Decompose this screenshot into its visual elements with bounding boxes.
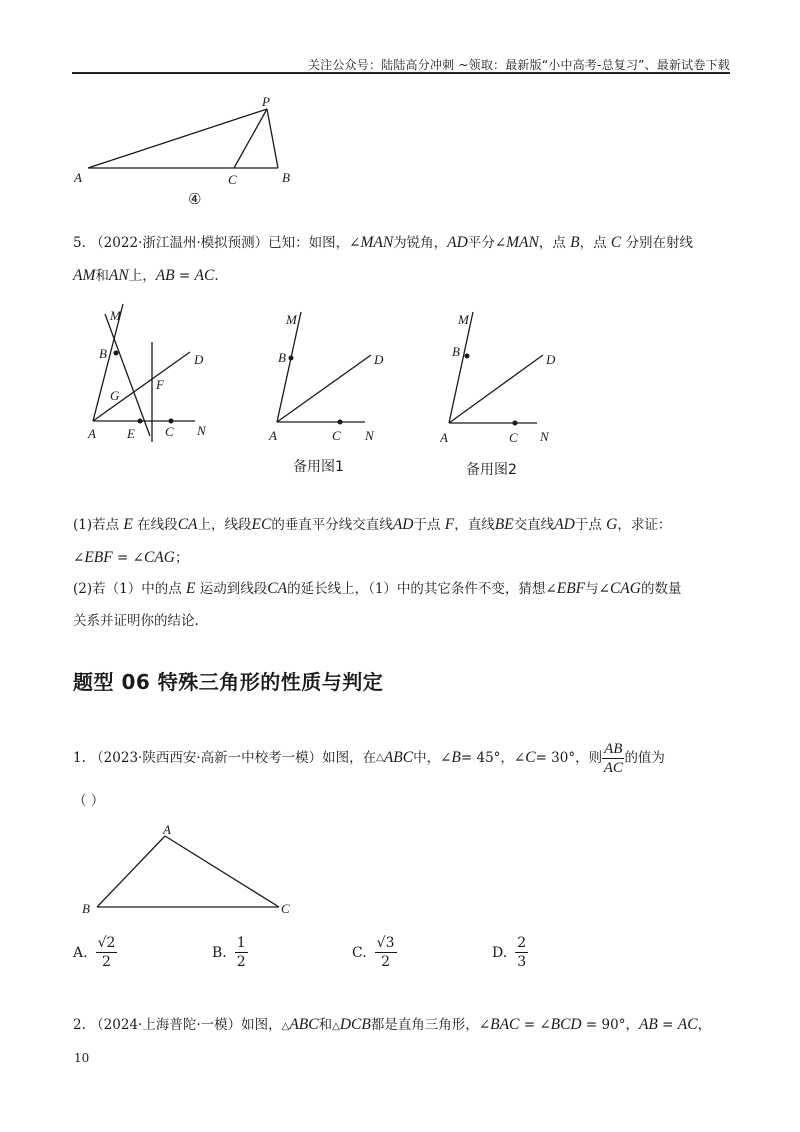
math-ab: AB — [638, 1016, 658, 1033]
ray-ad — [449, 355, 543, 423]
text: 的延长线上，（1）中的其它条件不变，猜想 — [287, 581, 546, 597]
angle-symbol: ∠ — [513, 750, 526, 766]
math-ebf: EBF — [84, 549, 113, 566]
option-fraction — [375, 934, 397, 971]
triangle-symbol: △ — [332, 1021, 340, 1032]
page-header: 关注公众号：陆陆高分冲刺 ~领取：最新版“小中高考-总复习”、最新试卷下载 — [307, 58, 730, 72]
option-letter: D. — [492, 944, 508, 961]
segment-ba — [97, 836, 165, 907]
label-n: N — [197, 423, 206, 438]
text: 交直线 — [513, 517, 555, 533]
text: 于点 — [574, 517, 607, 533]
label-d: D — [374, 352, 384, 367]
label-d: D — [546, 352, 556, 367]
math-c: C — [610, 234, 622, 251]
math-bcd: BCD — [550, 1016, 582, 1033]
text: ，点 — [579, 235, 611, 251]
text: 为锐角， — [393, 235, 448, 251]
point-c — [513, 421, 518, 426]
math-an: AN — [108, 267, 129, 284]
math-am: AM — [73, 267, 96, 284]
spare-figure-1-caption: 备用图1 — [293, 459, 344, 475]
label-n: N — [540, 429, 549, 444]
text: 和 — [318, 1017, 333, 1033]
math-ca: CA — [177, 516, 198, 533]
text: = — [112, 550, 133, 566]
fraction-denominator: AC — [603, 759, 623, 776]
label-f: F — [156, 377, 164, 392]
angle-symbol: ∠ — [598, 581, 610, 597]
text: = — [519, 1017, 540, 1033]
triangle-symbol: △ — [376, 752, 384, 763]
text: = 45°， — [460, 750, 514, 766]
label-a: A — [88, 426, 96, 441]
angle-symbol: ∠ — [494, 235, 507, 251]
text: = 30°，则 — [535, 750, 603, 766]
label-m: M — [286, 312, 297, 327]
option-c[interactable] — [352, 934, 397, 971]
q5-part1-line2 — [73, 547, 188, 569]
option-fraction — [96, 934, 118, 971]
fraction-numerator: √3 — [376, 935, 395, 951]
math-ca: CA — [267, 580, 288, 597]
label-a: A — [440, 430, 448, 445]
label-a: A — [269, 428, 277, 443]
segment-bp — [267, 109, 278, 168]
label-m: M — [110, 308, 121, 323]
label-b: B — [278, 350, 286, 365]
option-a[interactable] — [73, 934, 117, 971]
option-letter: C. — [352, 944, 367, 961]
spare-figure-2-caption: 备用图2 — [466, 462, 517, 478]
label-n: N — [365, 428, 374, 443]
point-b — [289, 356, 294, 361]
math-g: G — [606, 516, 618, 533]
triangle-symbol: △ — [281, 1021, 290, 1032]
math-ac: AC — [677, 1016, 698, 1033]
angle-symbol: ∠ — [73, 550, 85, 566]
point-e — [138, 419, 143, 424]
q1-triangle-figure — [78, 822, 298, 920]
point-b — [465, 354, 470, 359]
math-cag: CAG — [143, 549, 175, 566]
text: 分别在射线 — [621, 235, 694, 251]
figure-4-caption: ④ — [188, 190, 202, 208]
q5-part1-line1 — [73, 514, 671, 536]
text: 于点 — [413, 517, 445, 533]
fraction-denominator: 3 — [517, 954, 527, 970]
label-c: C — [281, 901, 290, 916]
fraction-numerator: 2 — [517, 935, 527, 951]
angle-symbol: ∠ — [349, 235, 361, 251]
text: 在线段 — [132, 517, 178, 533]
text: (1)若点 — [73, 517, 124, 533]
text: = — [657, 1017, 678, 1033]
label-b: B — [82, 901, 90, 916]
spare-figure-1 — [268, 302, 398, 452]
point-c — [338, 420, 343, 425]
text: 与 — [585, 581, 599, 597]
q5-part2-line1 — [73, 578, 681, 600]
math-ad: AD — [392, 516, 414, 533]
line-be — [105, 314, 150, 436]
text: 都是直角三角形， — [370, 1017, 479, 1033]
math-be: BE — [494, 516, 514, 533]
math-e: E — [186, 580, 196, 597]
math-ec: EC — [251, 516, 272, 533]
math-cag: CAG — [609, 580, 641, 597]
point-c — [169, 419, 174, 424]
q5-prefix: 5. （2022·浙江温州·模拟预测）已知：如图， — [73, 235, 350, 251]
label-d: D — [194, 352, 204, 367]
angle-symbol: ∠ — [478, 1017, 491, 1033]
label-g: G — [110, 388, 120, 403]
fraction-denominator: 2 — [236, 954, 246, 970]
text: 1. （2023·陕西西安·高新一中校考一模）如图，在 — [73, 750, 377, 766]
math-b: B — [570, 234, 580, 251]
math-dcb: DCB — [339, 1016, 371, 1033]
label-a: A — [163, 822, 171, 837]
math-ad: AD — [447, 234, 468, 251]
label-e: E — [127, 426, 135, 441]
text: ， — [697, 1017, 712, 1033]
q5-part2-line2: 关系并证明你的结论. — [73, 613, 199, 629]
header-rule — [72, 72, 730, 74]
ray-ad — [277, 355, 371, 422]
segment-ap — [88, 109, 267, 168]
math-man: MAN — [506, 234, 539, 251]
math-bac: BAC — [490, 1016, 520, 1033]
text: ，求证： — [617, 517, 672, 533]
spare-figure-2 — [440, 302, 570, 452]
label-b: B — [99, 346, 107, 361]
option-letter: B. — [212, 944, 227, 961]
math-e: E — [123, 516, 133, 533]
angle-symbol: ∠ — [132, 550, 144, 566]
math-ebf: EBF — [556, 580, 586, 597]
text: ，直线 — [454, 517, 495, 533]
label-c: C — [228, 172, 237, 187]
math-ac: AC — [194, 267, 215, 284]
q1-answer-paren: （ ） — [73, 793, 105, 809]
fraction-denominator: 2 — [102, 954, 111, 970]
math-abc: ABC — [383, 749, 414, 766]
option-fraction — [515, 934, 528, 971]
angle-symbol: ∠ — [545, 581, 557, 597]
fraction-denominator: 2 — [381, 954, 391, 970]
label-b: B — [452, 344, 460, 359]
label-m: M — [458, 312, 469, 327]
segment-ac — [165, 836, 279, 907]
fraction-ab-over-ac — [602, 740, 624, 777]
ray-am — [449, 312, 473, 423]
math-man: MAN — [360, 234, 394, 251]
text: 上，线段 — [197, 517, 252, 533]
option-b[interactable] — [212, 934, 248, 971]
angle-symbol: ∠ — [440, 750, 452, 766]
math-f: F — [444, 516, 455, 533]
q5-line1 — [73, 232, 693, 254]
text: 2. （2024·上海普陀·一模）如图， — [73, 1017, 282, 1033]
text: ； — [174, 550, 189, 566]
label-p: P — [262, 94, 270, 109]
text: . — [214, 268, 219, 284]
text: 中， — [413, 750, 441, 766]
math-ad: AD — [554, 516, 575, 533]
q2-line1 — [73, 1014, 711, 1038]
text: 平分 — [467, 235, 495, 251]
option-fraction — [235, 934, 248, 971]
fraction-numerator: AB — [604, 740, 623, 757]
math-b: B — [451, 749, 461, 766]
text: 的垂直平分线交直线 — [271, 517, 393, 533]
math-ab: AB — [155, 267, 175, 284]
text: ，点 — [538, 235, 571, 251]
label-c: C — [509, 430, 518, 445]
point-b — [114, 351, 119, 356]
text: 运动到线段 — [195, 581, 268, 597]
math-c: C — [525, 749, 536, 766]
label-a: A — [74, 170, 82, 185]
page-number: 10 — [74, 1051, 90, 1065]
q1-line1 — [73, 736, 665, 780]
label-b: B — [282, 170, 290, 185]
angle-symbol: ∠ — [539, 1017, 551, 1033]
label-c: C — [332, 428, 341, 443]
fraction-numerator: 1 — [236, 935, 246, 951]
option-d[interactable] — [492, 934, 528, 971]
option-letter: A. — [73, 944, 88, 961]
text: 和 — [95, 268, 109, 284]
section-heading: 题型 06 特殊三角形的性质与判定 — [73, 670, 384, 694]
math-abc: ABC — [289, 1016, 319, 1033]
text: = 90°， — [581, 1017, 639, 1033]
ray-am — [277, 312, 301, 422]
text: = — [174, 268, 195, 284]
text: 上， — [128, 268, 156, 284]
label-c: C — [165, 424, 174, 439]
text: 的值为 — [624, 750, 665, 766]
q5-main-figure — [80, 302, 230, 452]
fraction-numerator: √2 — [97, 935, 116, 951]
text: 的数量 — [640, 581, 682, 597]
q5-line2 — [73, 265, 219, 287]
text: (2)若（1）中的点 — [73, 581, 187, 597]
